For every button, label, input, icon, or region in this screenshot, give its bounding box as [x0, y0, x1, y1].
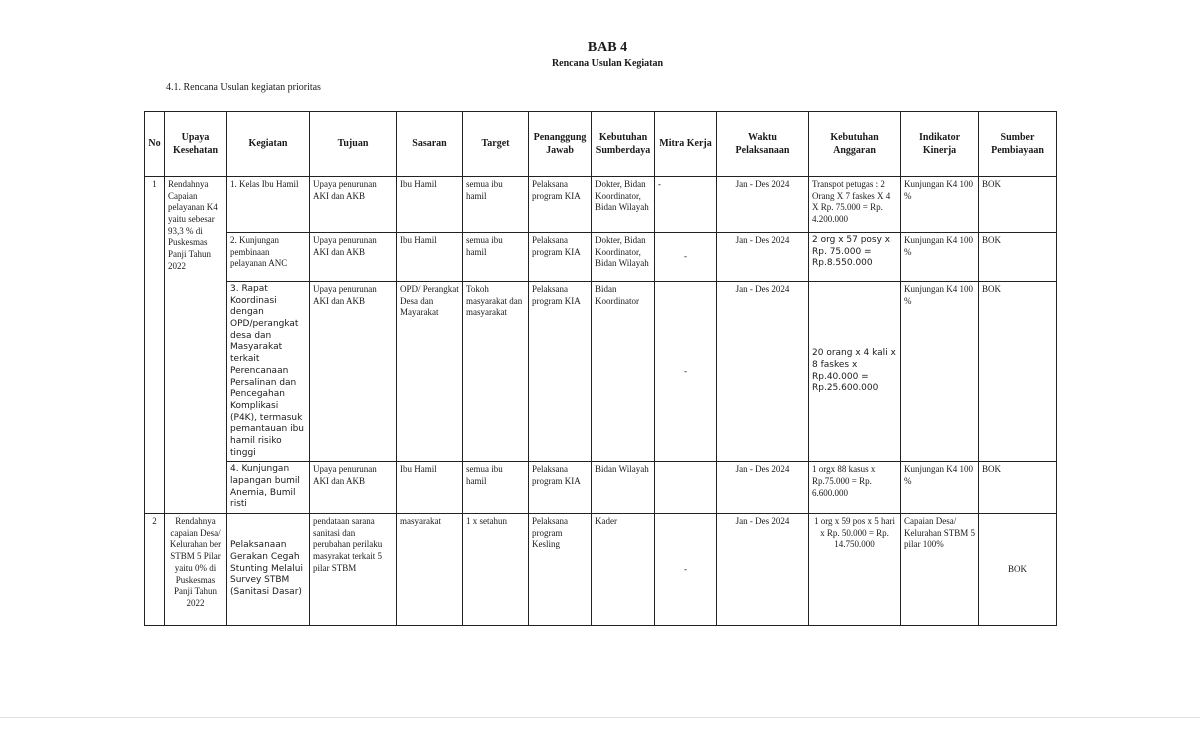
- target-cell: semua ibu hamil: [463, 177, 529, 233]
- responsible-cell: Pelaksana program KIA: [529, 233, 592, 282]
- column-header: Upaya Kesehatan: [165, 112, 227, 177]
- partner-cell: -: [655, 514, 717, 626]
- funding-cell: BOK: [979, 233, 1057, 282]
- objective-cell: pendataan sarana sanitasi dan perubahan perilaku masyrakat terkait 5 pilar STBM: [310, 514, 397, 626]
- column-header: No: [145, 112, 165, 177]
- schedule-cell: Jan - Des 2024: [717, 462, 809, 514]
- indicator-cell: Kunjungan K4 100 %: [901, 233, 979, 282]
- page-bottom-divider: [0, 717, 1200, 718]
- responsible-cell: Pelaksana program KIA: [529, 282, 592, 462]
- resources-cell: Bidan Koordinator: [592, 282, 655, 462]
- health-issue-cell: Rendahnya Capaian pelayanan K4 yaitu sebesar 93,3 % di Puskesmas Panji Tahun 2022: [165, 177, 227, 514]
- chapter-subtitle: Rencana Usulan Kegiatan: [551, 58, 664, 69]
- table-row: [145, 233, 1057, 282]
- resources-cell: Kader: [592, 514, 655, 626]
- partner-cell: -: [655, 177, 717, 233]
- column-header: Kebutuhan Anggaran: [809, 112, 901, 177]
- column-header: Sumber Pembiayaan: [979, 112, 1057, 177]
- objective-cell: Upaya penurunan AKI dan AKB: [310, 462, 397, 514]
- column-header: Indikator Kinerja: [901, 112, 979, 177]
- schedule-cell: Jan - Des 2024: [717, 282, 809, 462]
- target-group-cell: OPD/ Perangkat Desa dan Mayarakat: [397, 282, 463, 462]
- target-cell: Tokoh masyarakat dan masyarakat: [463, 282, 529, 462]
- target-cell: semua ibu hamil: [463, 462, 529, 514]
- target-group-cell: masyarakat: [397, 514, 463, 626]
- budget-cell: 1 org x 59 pos x 5 hari x Rp. 50.000 = Rp. 14.750.000: [809, 514, 901, 626]
- table-row: [145, 462, 1057, 514]
- column-header: Penanggung Jawab: [529, 112, 592, 177]
- schedule-cell: Jan - Des 2024: [717, 177, 809, 233]
- target-group-cell: Ibu Hamil: [397, 233, 463, 282]
- activity-cell: 2. Kunjungan pembinaan pelayanan ANC: [227, 233, 310, 282]
- chapter-title: BAB 4: [587, 40, 628, 55]
- activity-plan-table: [144, 111, 1057, 626]
- table-row: [145, 514, 1057, 626]
- health-issue-cell: Rendahnya capaian Desa/ Kelurahan ber STBM 5 Pilar yaitu 0% di Puskesmas Panji Tahun 2022: [165, 514, 227, 626]
- resources-cell: Dokter, Bidan Koordinator, Bidan Wilayah: [592, 177, 655, 233]
- activity-cell: Pelaksanaan Gerakan Cegah Stunting Melalui Survey STBM (Sanitasi Dasar): [227, 514, 310, 626]
- table-row: [145, 177, 1057, 233]
- indicator-cell: Kunjungan K4 100 %: [901, 462, 979, 514]
- activity-cell: 4. Kunjungan lapangan bumil Anemia, Bumil risti: [227, 462, 310, 514]
- target-cell: 1 x setahun: [463, 514, 529, 626]
- target-group-cell: Ibu Hamil: [397, 177, 463, 233]
- budget-cell: 20 orang x 4 kali x 8 faskes x Rp.40.000 = Rp.25.600.000: [809, 282, 901, 462]
- column-header: Kegiatan: [227, 112, 310, 177]
- responsible-cell: Pelaksana program KIA: [529, 462, 592, 514]
- column-header: Tujuan: [310, 112, 397, 177]
- column-header: Target: [463, 112, 529, 177]
- schedule-cell: Jan - Des 2024: [717, 233, 809, 282]
- activity-cell: 1. Kelas Ibu Hamil: [227, 177, 310, 233]
- resources-cell: Bidan Wilayah: [592, 462, 655, 514]
- funding-cell: BOK: [979, 177, 1057, 233]
- responsible-cell: Pelaksana program KIA: [529, 177, 592, 233]
- column-header: Waktu Pelaksanaan: [717, 112, 809, 177]
- partner-cell: -: [655, 282, 717, 462]
- partner-cell: -: [655, 233, 717, 282]
- resources-cell: Dokter, Bidan Koordinator, Bidan Wilayah: [592, 233, 655, 282]
- partner-cell: [655, 462, 717, 514]
- indicator-cell: Kunjungan K4 100 %: [901, 177, 979, 233]
- funding-cell: BOK: [979, 462, 1057, 514]
- funding-cell: BOK: [979, 282, 1057, 462]
- objective-cell: Upaya penurunan AKI dan AKB: [310, 282, 397, 462]
- objective-cell: Upaya penurunan AKI dan AKB: [310, 233, 397, 282]
- target-cell: semua ibu hamil: [463, 233, 529, 282]
- budget-cell: Transpot petugas : 2 Orang X 7 faskes X 4 X Rp. 75.000 = Rp. 4.200.000: [809, 177, 901, 233]
- budget-cell: 2 org x 57 posy x Rp. 75.000 = Rp.8.550.000: [809, 233, 901, 282]
- indicator-cell: Capaian Desa/ Kelurahan STBM 5 pilar 100%: [901, 514, 979, 626]
- column-header: Kebutuhan Sumberdaya: [592, 112, 655, 177]
- section-heading: 4.1. Rencana Usulan kegiatan prioritas: [166, 82, 321, 93]
- table-header-row: [145, 112, 1057, 177]
- row-number: 1: [145, 177, 165, 514]
- table-row: [145, 282, 1057, 462]
- column-header: Sasaran: [397, 112, 463, 177]
- indicator-cell: Kunjungan K4 100 %: [901, 282, 979, 462]
- budget-cell: 1 orgx 88 kasus x Rp.75.000 = Rp. 6.600.000: [809, 462, 901, 514]
- responsible-cell: Pelaksana program Kesling: [529, 514, 592, 626]
- target-group-cell: Ibu Hamil: [397, 462, 463, 514]
- column-header: Mitra Kerja: [655, 112, 717, 177]
- funding-cell: BOK: [979, 514, 1057, 626]
- schedule-cell: Jan - Des 2024: [717, 514, 809, 626]
- row-number: 2: [145, 514, 165, 626]
- activity-cell: 3. Rapat Koordinasi dengan OPD/perangkat desa dan Masyarakat terkait Perencanaan Persalinan dan Pencegahan Komplikasi (P4K), termasuk pemantauan ibu hamil risiko tinggi: [227, 282, 310, 462]
- objective-cell: Upaya penurunan AKI dan AKB: [310, 177, 397, 233]
